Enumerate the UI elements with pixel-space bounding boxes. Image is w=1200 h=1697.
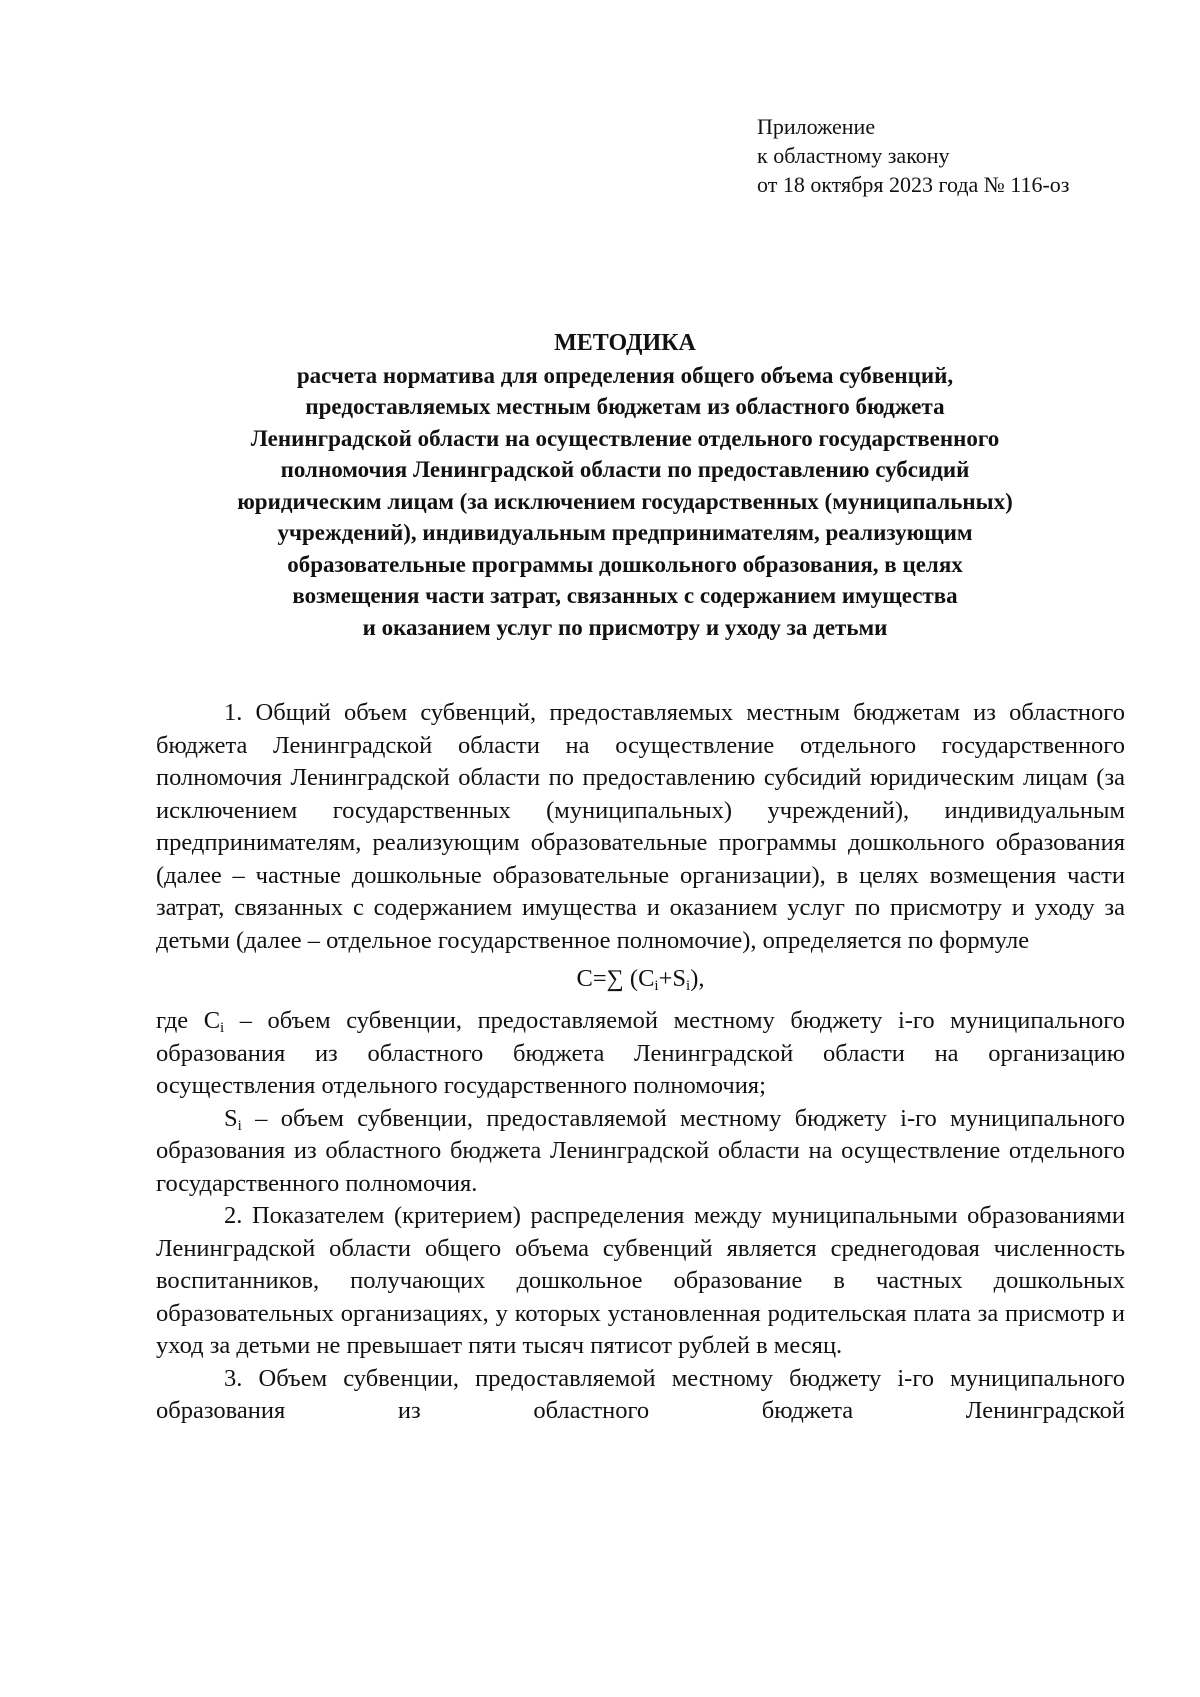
appendix-line-1: Приложение xyxy=(757,114,876,139)
document-title: МЕТОДИКА xyxy=(554,330,696,356)
subtitle-line: Ленинградской области на осуществление отдельного государственного xyxy=(250,425,1000,451)
paragraph-1: 1. Общий объем субвенций, предоставляемых местным бюджетам из областного бюджета Ленинградской области на осуществление отдельного государственного полномочия Ленинградской области по предоставлению субсидий юридическим лицам (за исключением государственных (муниципальных) учреждений), индивидуальным предпринимателям, реализующим образовательные программы дошкольного образования (далее – частные дошкольные образовательные организации), в целях возмещения части затрат, связанных с содержанием имущества и оказанием услуг по присмотру и уходу за детьми (далее – отдельное государственное полномочие), определяется по формуле xyxy=(156,699,1125,954)
subtitle-line: расчета норматива для определения общего объема субвенций, xyxy=(296,362,954,388)
definition-c-text: – объем субвенции, предоставляемой местному бюджету i-го муниципального образования из областного бюджета Ленинградской области на организацию осуществления отдельного государственного полномочия; xyxy=(156,1007,1125,1099)
formula-open: (C xyxy=(623,965,655,992)
appendix-reference xyxy=(757,112,1069,199)
document-heading xyxy=(150,328,1100,643)
definition-c-subscript: i xyxy=(220,1020,225,1036)
subtitle-line: полномочия Ленинградской области по предоставлению субсидий xyxy=(280,457,970,482)
subtitle-line: и оказанием услуг по присмотру и уходу за детьми xyxy=(362,614,888,640)
formula-plus: +S xyxy=(658,965,687,992)
subtitle-line: возмещения части затрат, связанных с содержанием имущества xyxy=(292,583,958,608)
formula xyxy=(156,963,1125,995)
formula-close: ), xyxy=(690,965,705,992)
definition-c-prefix: где C xyxy=(156,1007,221,1034)
formula-lhs: C= xyxy=(576,965,607,992)
subtitle-line: учреждений), индивидуальным предпринимателям, реализующим xyxy=(277,520,973,545)
appendix-line-2: к областному закону xyxy=(757,143,950,168)
paragraph-3: 3. Объем субвенции, предоставляемой местному бюджету i-го муниципального образования из областного бюджета Ленинградской xyxy=(156,1364,1125,1424)
definition-s xyxy=(156,1103,1125,1201)
sigma-symbol: ∑ xyxy=(606,966,624,992)
definition-s-subscript: i xyxy=(237,1117,242,1134)
formula-subscript: i xyxy=(686,978,691,994)
definition-s-prefix: S xyxy=(224,1104,238,1132)
subtitle-line: образовательные программы дошкольного образования, в целях xyxy=(287,551,963,577)
paragraph-2: 2. Показателем (критерием) распределения между муниципальными образованиями Ленинградской области общего объема субвенций является среднегодовая численность воспитанников, получающих дошкольное образование в частных дошкольных образовательных организациях, у которых установленная родительская плата за присмотр и уход за детьми не превышает пяти тысяч пятисот рублей в месяц. xyxy=(156,1202,1125,1359)
definition-c xyxy=(156,1005,1125,1103)
appendix-line-3: от 18 октября 2023 года № 116-оз xyxy=(757,172,1070,197)
subtitle-line: юридическим лицам (за исключением государственных (муниципальных) xyxy=(237,488,1013,514)
document-body xyxy=(156,697,1125,1428)
subtitle-line: предоставляемых местным бюджетам из областного бюджета xyxy=(305,394,945,419)
formula-subscript: i xyxy=(654,978,659,994)
definition-s-text: – объем субвенции, предоставляемой местному бюджету i-го муниципального образования из областного бюджета Ленинградской области на осуществление отдельного государственного полномочия. xyxy=(156,1104,1125,1197)
